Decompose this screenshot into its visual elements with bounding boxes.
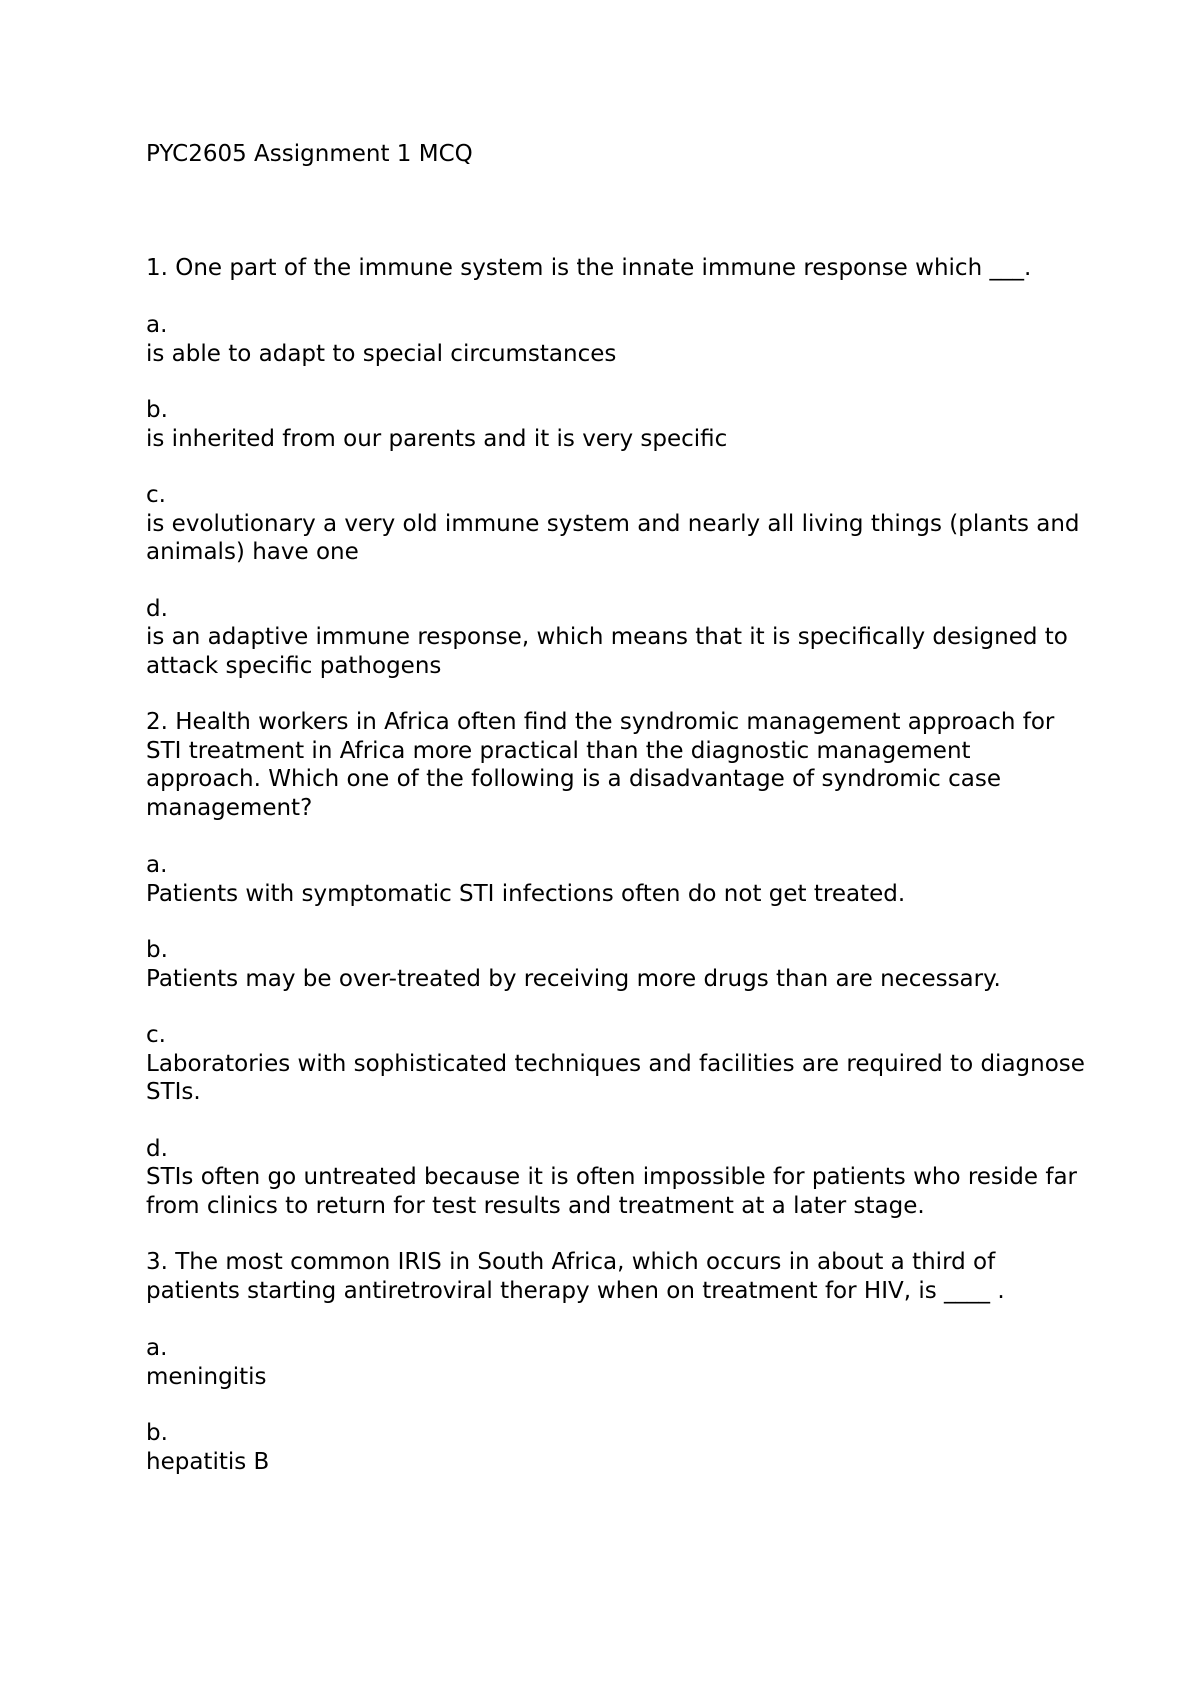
option-letter: b. xyxy=(146,937,168,963)
question-text: 2. Health workers in Africa often find the syndromic management approach for STI treatment in Africa more practical than the diagnostic management approach. Which one of the following is a disadvantage of syndromic case management? xyxy=(146,709,1055,821)
option-1d xyxy=(146,595,1086,681)
option-letter: a. xyxy=(146,852,168,878)
option-2d xyxy=(146,1135,1086,1221)
option-1b xyxy=(146,396,1086,453)
option-letter: a. xyxy=(146,312,168,338)
option-letter: a. xyxy=(146,1335,168,1361)
option-text: hepatitis B xyxy=(146,1448,270,1475)
option-text: meningitis xyxy=(146,1363,267,1390)
option-text: Laboratories with sophisticated techniques and facilities are required to diagnose STIs. xyxy=(146,1050,1085,1105)
option-letter: b. xyxy=(146,1420,168,1446)
option-1a xyxy=(146,311,1086,368)
option-letter: d. xyxy=(146,595,168,622)
question-text: 3. The most common IRIS in South Africa, which occurs in about a third of patients starting antiretroviral therapy when on treatment for HIV, is ____ . xyxy=(146,1249,1005,1304)
option-letter: d. xyxy=(146,1135,168,1162)
question-3 xyxy=(146,1248,1086,1476)
option-text: STIs often go untreated because it is often impossible for patients who reside far from clinics to return for test results and treatment at a later stage. xyxy=(146,1164,1078,1219)
option-text: Patients with symptomatic STI infections often do not get treated. xyxy=(146,880,906,907)
option-3a xyxy=(146,1334,1086,1391)
option-1c xyxy=(146,481,1086,567)
question-2 xyxy=(146,708,1086,1220)
question-text: 1. One part of the immune system is the innate immune response which ___. xyxy=(146,254,1032,281)
option-2b xyxy=(146,936,1086,993)
option-letter: c. xyxy=(146,1022,166,1048)
option-text: Patients may be over-treated by receiving more drugs than are necessary. xyxy=(146,965,1001,992)
document-content xyxy=(146,140,1086,1504)
option-text: is able to adapt to special circumstances xyxy=(146,340,617,367)
option-3b xyxy=(146,1419,1086,1476)
option-letter: c. xyxy=(146,482,166,508)
option-text: is inherited from our parents and it is very specific xyxy=(146,425,728,452)
option-2c xyxy=(146,1021,1086,1107)
option-text: is evolutionary a very old immune system and nearly all living things (plants and animals) have one xyxy=(146,510,1080,565)
document-title: PYC2605 Assignment 1 MCQ xyxy=(146,141,473,167)
option-text: is an adaptive immune response, which means that it is specifically designed to attack specific pathogens xyxy=(146,624,1068,679)
option-2a xyxy=(146,851,1086,908)
option-letter: b. xyxy=(146,397,168,423)
question-1 xyxy=(146,254,1086,681)
